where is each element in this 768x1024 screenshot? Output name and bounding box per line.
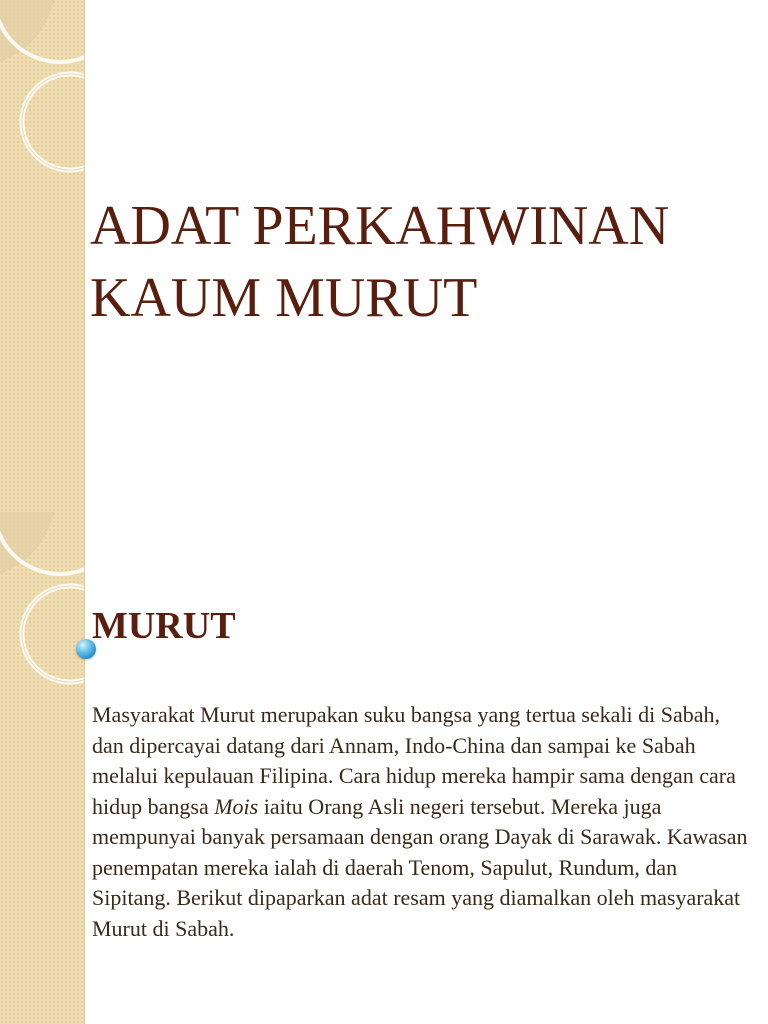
title-line-2: KAUM MURUT [90,267,478,329]
title-line-1: ADAT PERKAHWINAN [90,195,670,257]
body-paragraph [92,700,752,944]
paragraph-italic-term: Mois [214,793,259,819]
slide-title [90,190,669,334]
decorative-side-band [0,0,85,512]
decorative-side-band [0,512,85,1024]
decorative-circles-art [0,512,84,1024]
content-slide [0,512,768,1024]
paragraph-text-part-1: Masyarakat Murut merupakan suku bangsa yang tertua sekali di Sabah, dan dipercayai datang dari Annam, Indo-China dan sampai ke Sabah melalui kepulauan Filipina. Cara hidup mereka hampir sama dengan cara hidup bangsa [92,702,736,819]
decorative-circles-art [0,0,84,512]
section-heading: MURUT [92,605,236,647]
paragraph-text-part-2: iaitu Orang Asli negeri tersebut. Mereka juga mempunyai banyak persamaan dengan orang Dayak di Sarawak. Kawasan penempatan mereka ialah di daerah Tenom, Sapulut, Rundum, dan Sipitang. Berikut dipaparkan adat resam yang diamalkan oleh masyarakat Murut di Sabah. [92,793,748,941]
